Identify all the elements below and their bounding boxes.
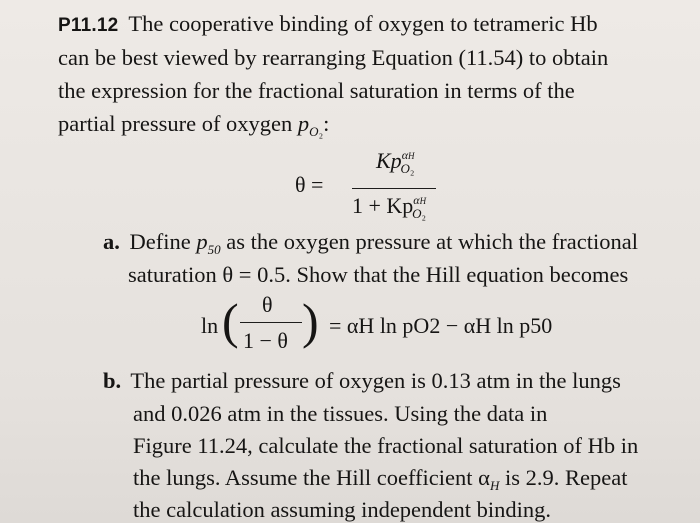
eq1-numerator: [376, 148, 414, 174]
eq1-lhs: θ =: [295, 172, 324, 197]
eq1-denominator-base: 1 + Kp: [352, 193, 414, 218]
hill-coefficient-symbol: $\alpha_H$: [478, 465, 500, 493]
part-b-line-2: [133, 401, 547, 427]
eq1-denominator: [352, 193, 426, 219]
eq2-denominator: 1 − θ: [243, 328, 288, 353]
problem-number: P11.12: [58, 15, 119, 36]
eq2-left-paren: (: [222, 293, 239, 349]
problem-intro-line-2: [58, 45, 608, 71]
part-b-line-1: [103, 368, 621, 394]
eq2-fraction-bar: [240, 322, 302, 323]
part-b-hill-tail: is 2.9. Repeat: [504, 465, 628, 490]
eq2-ln: ln: [201, 313, 219, 338]
part-b-text-1: The partial pressure of oxygen is 0.13 atm in the lungs: [130, 368, 621, 393]
partial-pressure-symbol: p: [297, 111, 310, 136]
intro-colon: :: [323, 111, 330, 136]
part-b-label: b.: [103, 368, 122, 393]
problem-intro-line-1: [58, 11, 598, 39]
part-a-line-2: [128, 262, 628, 288]
part-b-line-4: [133, 465, 627, 494]
problem-intro-line-4: [58, 111, 329, 140]
eq2-numerator: θ: [262, 292, 273, 317]
eq1-num-exponent: αH: [401, 148, 415, 162]
part-a-line-1: [103, 229, 638, 258]
eq1-den-exponent: αH: [413, 193, 427, 207]
part-a-line1-rest: as the oxygen pressure at which the fractional: [226, 229, 638, 254]
p50-symbol: p: [196, 229, 208, 254]
part-b-text-4: the lungs. Assume the Hill coefficient: [133, 465, 473, 490]
part-a-label: a.: [103, 229, 120, 254]
part-a-line2-text: saturation θ = 0.5. Show that the Hill equation becomes: [128, 262, 629, 287]
eq1-numerator-base: Kp: [376, 148, 402, 173]
part-b-line-5: [133, 497, 551, 523]
intro-text-4: partial pressure of oxygen: [58, 111, 293, 136]
part-b-text-5: the calculation assuming independent binding.: [133, 497, 552, 522]
intro-text-3: the expression for the fractional saturation in terms of the: [58, 78, 575, 103]
eq1-den-subscript: O₂: [412, 206, 427, 221]
intro-text-2: can be best viewed by rearranging Equation (11.54) to obtain: [58, 45, 609, 70]
part-a-define: Define: [129, 229, 191, 254]
p50-subscript: 50: [207, 242, 221, 257]
symbol-subscript: O₂: [309, 124, 324, 139]
eq1-fraction-bar: [352, 188, 436, 189]
intro-text-1: The cooperative binding of oxygen to tetrameric Hb: [128, 11, 598, 36]
problem-intro-line-3: [58, 78, 575, 104]
part-b-text-2: and 0.026 atm in the tissues. Using the data in: [133, 401, 548, 426]
eq2-rhs: = αH ln pO2 − αH ln p50: [329, 313, 553, 338]
part-b-line-3: [133, 433, 638, 459]
part-b-text-3: Figure 11.24, calculate the fractional saturation of Hb in: [133, 433, 639, 458]
eq1-num-subscript: O₂: [400, 161, 415, 176]
eq2-right-paren: ): [302, 293, 319, 349]
